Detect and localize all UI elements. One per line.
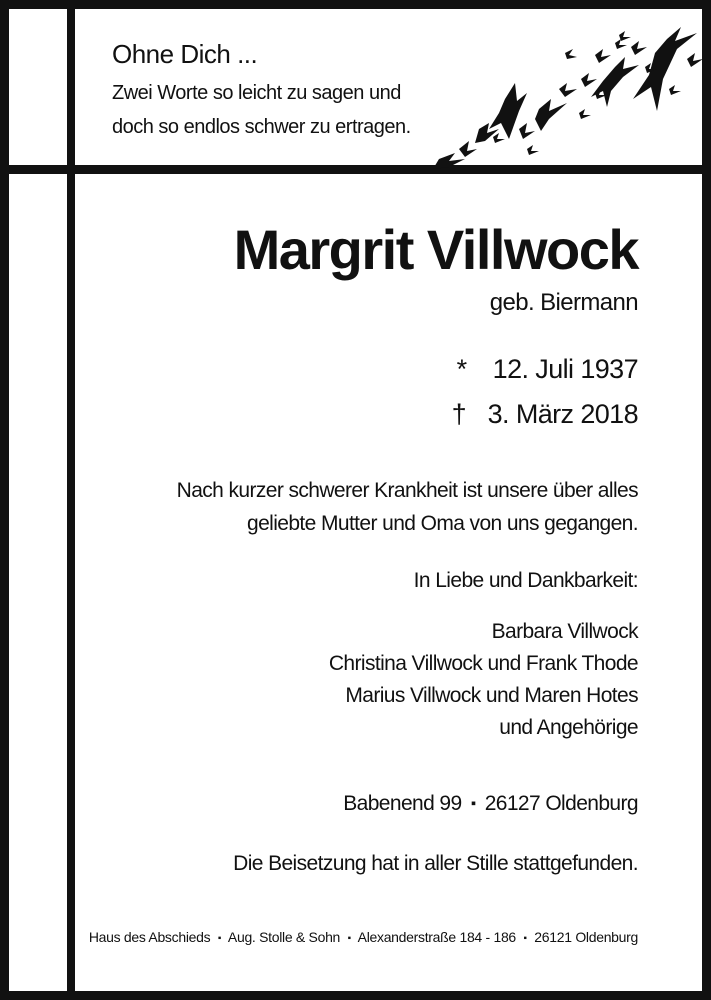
address-street: Babenend 99 <box>343 792 462 815</box>
vertical-divider <box>67 9 75 991</box>
maiden-name: geb. Biermann <box>489 289 638 316</box>
family-member: Marius Villwock und Maren Hotes <box>345 684 638 707</box>
announcement-line: geliebte Mutter und Oma von uns gegangen. <box>246 512 638 535</box>
address <box>343 792 638 816</box>
poem-title: Ohne Dich ... <box>112 39 258 69</box>
footer-part: Haus des Abschieds <box>88 929 211 945</box>
family-member: und Angehörige <box>499 716 638 739</box>
deceased-name: Margrit Villwock <box>233 218 638 281</box>
family-member: Christina Villwock und Frank Thode <box>328 652 638 675</box>
birds-icon <box>419 19 711 169</box>
address-separator: ▪ <box>470 796 476 813</box>
thanks-line: In Liebe und Dankbarkeit: <box>413 569 638 592</box>
poem-line: Zwei Worte so leicht zu sagen und <box>112 82 401 105</box>
announcement-text <box>177 474 638 540</box>
family-member: Barbara Villwock <box>491 620 638 643</box>
birth-date: 12. Juli 1937 <box>492 354 638 384</box>
burial-note: Die Beisetzung hat in aller Stille stattgefunden. <box>233 852 638 875</box>
death-date: 3. März 2018 <box>487 399 638 429</box>
footer-part: 26121 Oldenburg <box>534 929 638 945</box>
family-list <box>329 616 638 744</box>
birth-symbol: * <box>456 354 467 384</box>
address-city: 26127 Oldenburg <box>484 792 638 815</box>
poem <box>112 39 432 144</box>
announcement-line: Nach kurzer schwerer Krankheit ist unsere über alles <box>176 479 638 502</box>
footer-part: Alexanderstraße 184 - 186 <box>357 929 516 945</box>
death-line <box>452 399 638 430</box>
footer-separator: ▪ <box>217 932 222 944</box>
funeral-home-footer <box>89 929 638 945</box>
poem-line: doch so endlos schwer zu ertragen. <box>112 116 411 139</box>
birth-line <box>457 354 638 385</box>
footer-separator: ▪ <box>523 932 527 944</box>
cross-icon: † <box>451 399 467 429</box>
footer-part: Aug. Stolle & Sohn <box>227 929 341 945</box>
footer-separator: ▪ <box>347 932 351 944</box>
